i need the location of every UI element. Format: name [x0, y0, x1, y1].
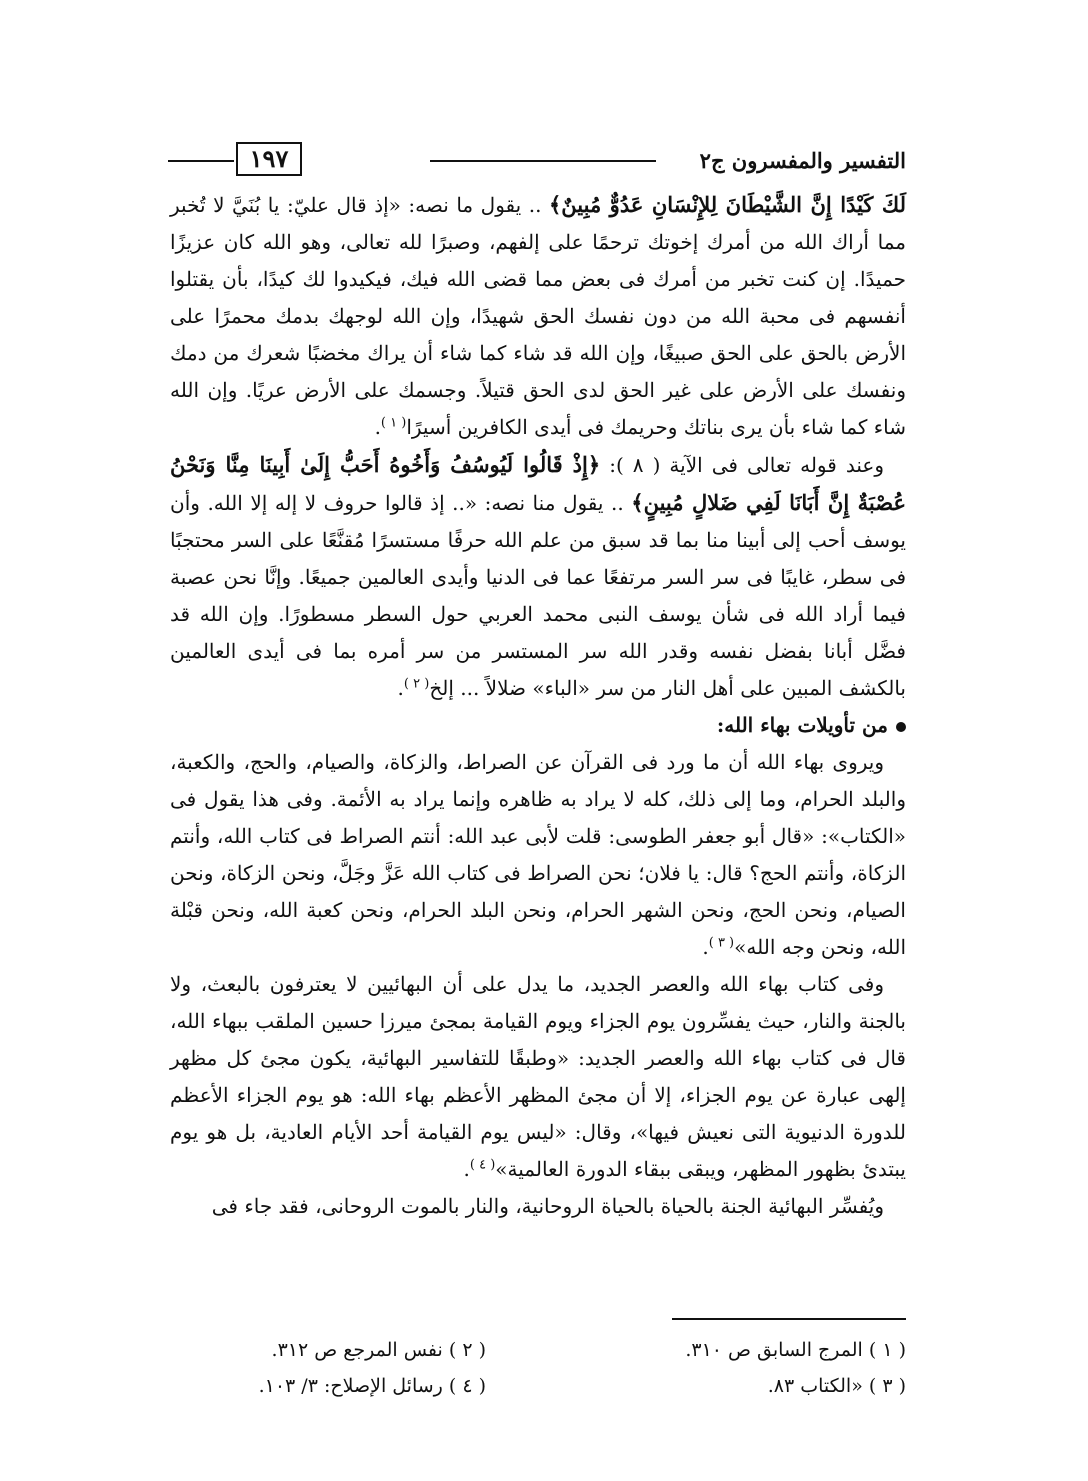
heading-text: من تأويلات بهاء الله: [716, 713, 888, 737]
paragraph-text: .. يقول منا نصه: «.. إذ قالوا حروف لا إله إلا الله. وأن يوسف أحب إلى أبينا منا بما قد سبق من علم الله حرفًا مستسرًا مُقنَّعًا على السر محتجبًا فى سطر، غايبًا فى سر السر مرتفعًا عما فى الدنيا وأيدى العالمين جميعًا. وإنَّا نحن عصبة فيما أراد الله فى شأن يوسف النبى محمد العربي حول السطر مسطورًا. وإن الله قد فضَّل أبانا بفضل نفسه وقدر الله سر المستسر من سر أمره بما فى أيدى العالمين بالكشف المبين على أهل النار من سر «الباء» ضلالاً ... إلخ [170, 491, 907, 700]
running-header [168, 142, 906, 182]
footnote-1: ( ١ ) المرج السابق ص ٣١٠. [685, 1339, 906, 1361]
page-number: ١٩٧ [236, 142, 302, 176]
footnote-ref-3[interactable]: ( ٣ ) [708, 935, 735, 951]
running-title: التفسير والمفسرون ج٢ [699, 148, 906, 173]
footnotes [240, 1332, 906, 1404]
footnote-ref-2[interactable]: ( ٢ ) [403, 676, 430, 692]
paragraph-text: ويُفسِّر البهائية الجنة بالحياة بالحياة الروحانية، والنار بالموت الروحانى، فقد جاء فى [211, 1194, 884, 1218]
footnote-3: ( ٣ ) «الكتاب ٨٣. [767, 1375, 906, 1397]
section-heading [170, 707, 906, 744]
bullet-icon [896, 722, 906, 732]
footnote-4: ( ٤ ) رسائل الإصلاح: ٣/ ١٠٣. [258, 1375, 486, 1397]
paragraph-intro: وعند قوله تعالى فى الآية ( ٨ ): [600, 453, 884, 477]
quran-verse: لَكَ كَيْدًا إِنَّ الشَّيْطَانَ لِلإِنْسَانِ عَدُوٌّ مُبِينٌ﴾ [548, 192, 907, 217]
main-text [170, 186, 906, 1225]
footnote-ref-1[interactable]: ( ١ ) [380, 415, 407, 431]
quran-verse: ﴿إِذْ قَالُوا لَيُوسُفُ وَأَخُوهُ أَحَبُّ إِلَىٰ أَبِينَا مِنَّا وَنَحْنُ عُصْبَةٌ إِنَّ أَبَانَا لَفِي ضَلالٍ مُبِينٍ﴾ [170, 452, 906, 515]
paragraph-4: وفى كتاب بهاء الله والعصر الجديد، ما يدل على أن البهائيين لا يعترفون بالبعث، ولا بالجنة والنار، حيث يفسِّرون يوم الجزاء ويوم القيامة بمجئ ميرزا حسين الملقب ببهاء الله، قال فى كتاب بهاء الله والعصر الجديد: «وطبقًا للتفاسير البهائية، يكون مجئ كل مظهر إلهى عبارة عن يوم الجزاء، إلا أن مجئ المظهر الأعظم بهاء الله: هو يوم الجزاء الأعظم للدورة الدنيوية التى نعيش فيها»، وقال: «ليس يوم القيامة أحد الأيام العادية، بل هو يوم يبتدئ بظهور المظهر، ويبقى ببقاء الدورة العالمية»$^{( ٤ )}$. [170, 972, 906, 1181]
paragraph-text: ويروى بهاء الله أن ما ورد فى القرآن عن الصراط، والزكاة، والصيام، والحج، والكعبة، والبلد الحرام، وما إلى ذلك، كله لا يراد به ظاهره وإنما يراد به الأئمة. وفى هذا يقول فى «الكتاب»: «قال أبو جعفر الطوسى: قلت لأبى عبد الله: أنتم الصراط فى كتاب الله، وأنتم الزكاة، وأنتم الحج؟ قال: يا فلان؛ نحن الصراط فى كتاب الله عَزَّ وجَلَّ، ونحن الزكاة، ونحن الصيام، ونحن الحج، ونحن الشهر الحرام، ونحن البلد الحرام، ونحن كعبة الله، ونحن قبْلة الله، ونحن وجه الله» [170, 750, 906, 959]
footnote-row [240, 1332, 906, 1368]
paragraph-5 [170, 1188, 906, 1225]
header-rule-left [168, 160, 234, 162]
header-rule-right [430, 160, 656, 162]
paragraph-3: ويروى بهاء الله أن ما ورد فى القرآن عن الصراط، والزكاة، والصيام، والحج، والكعبة، والبلد الحرام، وما إلى ذلك، كله لا يراد به ظاهره وإنما يراد به الأئمة. وفى هذا يقول فى «الكتاب»: «قال أبو جعفر الطوسى: قلت لأبى عبد الله: أنتم الصراط فى كتاب الله، وأنتم الزكاة، وأنتم الحج؟ قال: يا فلان؛ نحن الصراط فى كتاب الله عَزَّ وجَلَّ، ونحن الزكاة، ونحن الصيام، ونحن الحج، ونحن الشهر الحرام، ونحن البلد الحرام، ونحن كعبة الله، ونحن قبْلة الله، ونحن وجه الله»$^{( ٣ )}$. [170, 750, 906, 959]
paragraph-text: .. يقول ما نصه: «إذ قال عليّ: يا بُنَيَّ لا تُخبر مما أراك الله من أمرك إخوتك ترحمًا على إلفهم، وصبرًا لله تعالى، وهو الله كان عزيزًا حميدًا. إن كنت تخبر من أمرك فى بعض مما قضى الله فيك، فيكيدوا لك كيدًا، بأن يقتلوا أنفسهم فى محبة الله من دون نفسك الحق شهيدًا، وإن الله لوجهك بدمك محمرًا على الأرض بالحق على الحق صبيغًا، وإن الله قد شاء كما شاء أن يراك مخضبًا شعرك من دمك ونفسك على الأرض على غير الحق لدى الحق قتيلاً. وجسمك على الأرض عريًا. وإن الله شاء كما شاء بأن يرى بناتك وحريمك فى أيدى الكافرين أسيرًا [170, 193, 907, 439]
paragraph-text: وفى كتاب بهاء الله والعصر الجديد، ما يدل على أن البهائيين لا يعترفون بالبعث، ولا بالجنة والنار، حيث يفسِّرون يوم الجزاء ويوم القيامة بمجئ ميرزا حسين الملقب ببهاء الله، قال فى كتاب بهاء الله والعصر الجديد: «وطبقًا للتفاسير البهائية، يكون مجئ كل مظهر إلهى عبارة عن يوم الجزاء، إلا أن مجئ المظهر الأعظم بهاء الله: هو يوم الجزاء الأعظم للدورة الدنيوية التى نعيش فيها»، وقال: «ليس يوم القيامة أحد الأيام العادية، بل هو يوم يبتدئ بظهور المظهر، ويبقى ببقاء الدورة العالمية» [170, 972, 906, 1181]
footnote-2: ( ٢ ) نفس المرجع ص ٣١٢. [271, 1339, 486, 1361]
footnote-row [240, 1368, 906, 1404]
paragraph-2: وعند قوله تعالى فى الآية ( ٨ ): ﴿إِذْ قَالُوا لَيُوسُفُ وَأَخُوهُ أَحَبُّ إِلَىٰ أَبِينَا مِنَّا وَنَحْنُ عُصْبَةٌ إِنَّ أَبَانَا لَفِي ضَلالٍ مُبِينٍ﴾ .. يقول منا نصه: «.. إذ قالوا حروف لا إله إلا الله. وأن يوسف أحب إلى أبينا منا بما قد سبق من علم الله حرفًا مستسرًا مُقنَّعًا على السر محتجبًا فى سطر، غايبًا فى سر السر مرتفعًا عما فى الدنيا وأيدى العالمين جميعًا. وإنَّا نحن عصبة فيما أراد الله فى شأن يوسف النبى محمد العربي حول السطر مسطورًا. وإن الله قد فضَّل أبانا بفضل نفسه وقدر الله سر المستسر من سر أمره بما فى أيدى العالمين بالكشف المبين على أهل النار من سر «الباء» ضلالاً ... إلخ$^{( ٢ )}$. [170, 452, 907, 700]
footnote-ref-4[interactable]: ( ٤ ) [469, 1157, 496, 1173]
footnote-divider [672, 1318, 906, 1320]
paragraph-1: لَكَ كَيْدًا إِنَّ الشَّيْطَانَ لِلإِنْسَانِ عَدُوٌّ مُبِينٌ﴾ .. يقول ما نصه: «إذ قال عليّ: يا بُنَيَّ لا تُخبر مما أراك الله من أمرك إخوتك ترحمًا على إلفهم، وصبرًا لله تعالى، وهو الله كان عزيزًا حميدًا. إن كنت تخبر من أمرك فى بعض مما قضى الله فيك، فيكيدوا لك كيدًا، بأن يقتلوا أنفسهم فى محبة الله من دون نفسك الحق شهيدًا، وإن الله لوجهك بدمك محمرًا على الأرض بالحق على الحق صبيغًا، وإن الله قد شاء كما شاء أن يراك مخضبًا شعرك من دمك ونفسك على الأرض على غير الحق لدى الحق قتيلاً. وجسمك على الأرض عريًا. وإن الله شاء كما شاء بأن يرى بناتك وحريمك فى أيدى الكافرين أسيرًا$^{( ١ )}$. [170, 192, 907, 439]
